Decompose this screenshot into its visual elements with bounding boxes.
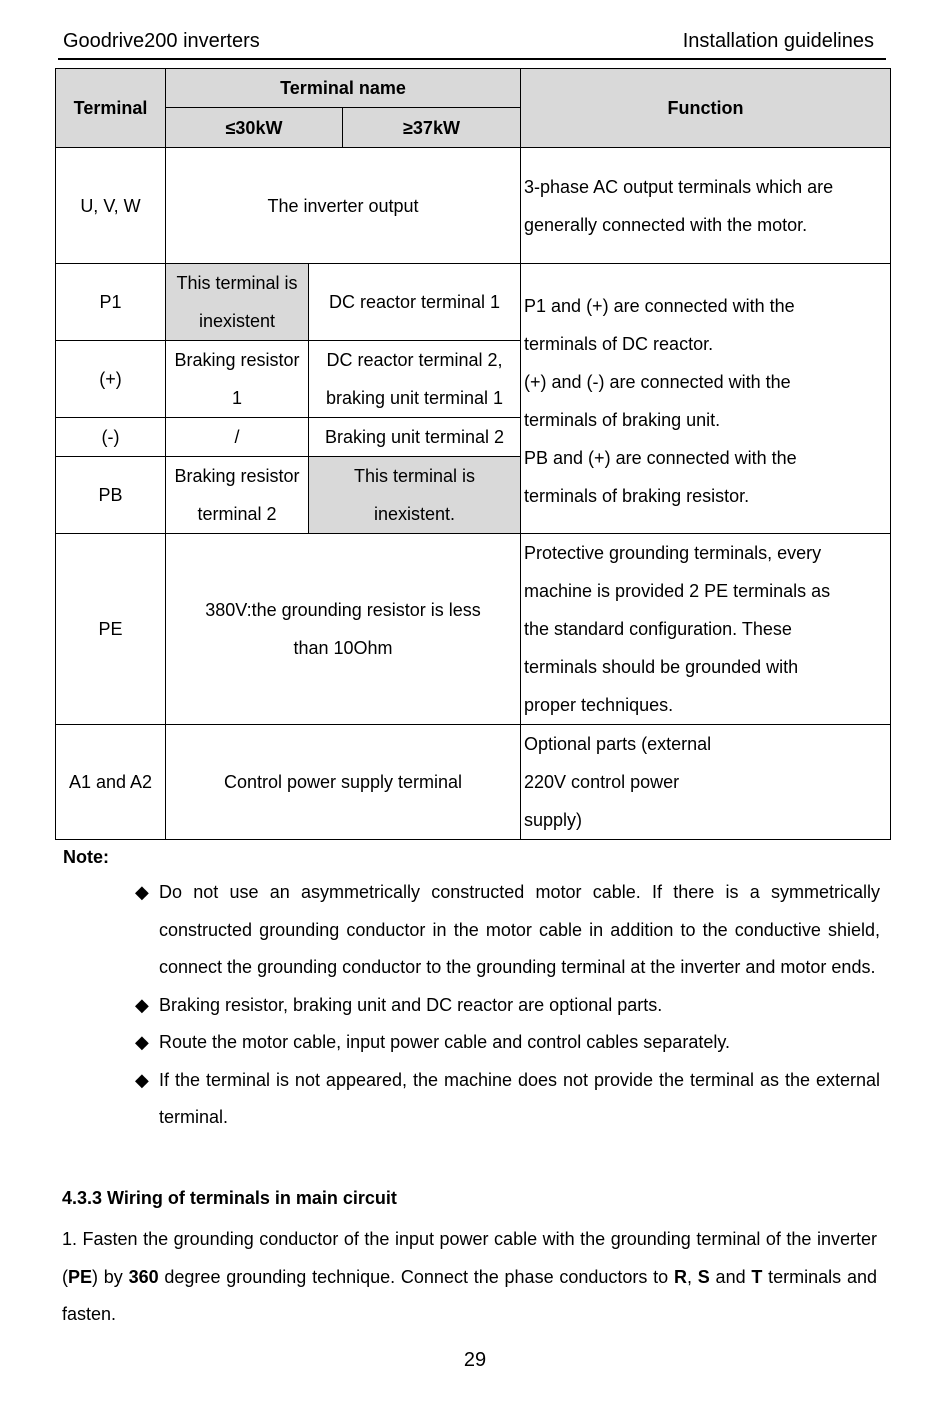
paragraph-text: 1. Fasten the grounding conductor of the input power cable with the grounding terminal of the inverter ( [62, 1229, 877, 1287]
diamond-bullet-icon: ◆ [135, 994, 149, 1015]
le30-cell [166, 341, 309, 418]
cell-line: Braking resistor [174, 350, 300, 370]
terminal-name-cell: Control power supply terminal [166, 725, 521, 840]
cell-line: 380V:the grounding resistor is less [205, 600, 481, 620]
function-line: terminals of DC reactor. [524, 334, 714, 354]
section-heading: 4.3.3 Wiring of terminals in main circuit [62, 1188, 397, 1208]
function-cell [521, 148, 891, 264]
function-cell-group [521, 264, 891, 534]
function-line: proper techniques. [524, 695, 674, 715]
paragraph-bold: S [697, 1266, 710, 1287]
function-line: (+) and (-) are connected with the [524, 372, 791, 392]
paragraph-text: degree grounding technique. Connect the phase conductors to [158, 1266, 674, 1287]
paragraph-text: terminals and fasten. [62, 1266, 877, 1324]
cell-line: inexistent. [373, 504, 456, 524]
le30-cell: / [166, 418, 309, 457]
header-terminal-name: Terminal name [166, 69, 521, 108]
ge37-cell: Braking unit terminal 2 [309, 418, 521, 457]
terminal-cell: U, V, W [56, 148, 166, 264]
list-item [135, 874, 880, 987]
function-line: P1 and (+) are connected with the [524, 296, 795, 316]
terminal-cell: P1 [56, 264, 166, 341]
function-line: PB and (+) are connected with the [524, 448, 797, 468]
cell-line: This terminal is [353, 466, 476, 486]
le30-cell [166, 264, 309, 341]
function-line: generally connected with the motor. [524, 214, 808, 235]
list-item [135, 1024, 880, 1062]
list-item-text: Route the motor cable, input power cable and control cables separately. [159, 1032, 730, 1052]
function-line: the standard configuration. These [524, 619, 792, 639]
list-item-text: Do not use an asymmetrically constructed motor cable. If there is a symmetrically constructed grounding conductor in the motor cable in addition to the conductive shield, connect the grounding conductor to the grounding terminal at the inverter and motor ends. [159, 882, 880, 977]
function-line: terminals should be grounded with [524, 657, 799, 677]
cell-line: than 10Ohm [293, 638, 393, 658]
cell-line: braking unit terminal 1 [325, 388, 504, 408]
table-row [56, 534, 891, 725]
list-item [135, 987, 880, 1025]
function-line: terminals of braking resistor. [524, 486, 750, 506]
list-item-text: If the terminal is not appeared, the machine does not provide the terminal as the external terminal. [159, 1069, 880, 1127]
header-function: Function [521, 69, 891, 148]
body-paragraph [62, 1221, 877, 1334]
header-doc-title: Goodrive200 inverters [63, 30, 260, 52]
page-header [58, 28, 886, 60]
terminal-cell: PE [56, 534, 166, 725]
cell-line: Braking resistor [174, 466, 300, 486]
function-cell [521, 534, 891, 725]
diamond-bullet-icon: ◆ [135, 882, 149, 902]
ge37-cell [309, 341, 521, 418]
paragraph-bold: 360 [128, 1266, 159, 1287]
terminal-table [55, 68, 891, 840]
function-line: 3-phase AC output terminals which are [524, 176, 834, 197]
cell-line: inexistent [198, 311, 276, 331]
table-row [56, 148, 891, 264]
terminal-cell: A1 and A2 [56, 725, 166, 840]
paragraph-text: and [709, 1266, 752, 1287]
paragraph-bold: PE [68, 1266, 93, 1287]
function-line: terminals of braking unit. [524, 410, 721, 430]
terminal-cell: (-) [56, 418, 166, 457]
header-terminal: Terminal [56, 69, 166, 148]
table-row [56, 264, 891, 341]
list-item [135, 1062, 880, 1137]
terminal-name-cell: The inverter output [166, 148, 521, 264]
terminal-cell: PB [56, 457, 166, 534]
cell-line: 1 [231, 388, 242, 408]
function-line: supply) [524, 810, 583, 830]
function-cell [521, 725, 891, 840]
terminal-cell: (+) [56, 341, 166, 418]
terminal-name-cell [166, 534, 521, 725]
diamond-bullet-icon: ◆ [135, 1069, 149, 1090]
header-ge37kw: ≥37kW [343, 108, 521, 148]
function-line: machine is provided 2 PE terminals as [524, 581, 831, 601]
table-row [56, 725, 891, 840]
function-line: Optional parts (external [524, 734, 712, 754]
diamond-bullet-icon: ◆ [135, 1032, 149, 1052]
paragraph-bold: T [751, 1266, 763, 1287]
note-title: Note: [63, 847, 109, 867]
paragraph-text: ) by [92, 1266, 129, 1287]
note-list [135, 874, 880, 1137]
function-line: 220V control power [524, 772, 680, 792]
cell-line: DC reactor terminal 2, [326, 350, 503, 370]
function-line: Protective grounding terminals, every [524, 543, 822, 563]
cell-line: This terminal is [176, 273, 298, 293]
ge37-cell [309, 457, 521, 534]
header-le30kw: ≤30kW [166, 108, 343, 148]
le30-cell [166, 457, 309, 534]
ge37-cell: DC reactor terminal 1 [309, 264, 521, 341]
list-item-text: Braking resistor, braking unit and DC reactor are optional parts. [159, 994, 663, 1015]
paragraph-text: , [686, 1266, 698, 1287]
page-number: 29 [463, 1349, 487, 1371]
cell-line: terminal 2 [197, 504, 277, 524]
header-chapter-title: Installation guidelines [682, 30, 874, 52]
paragraph-bold: R [673, 1266, 687, 1287]
